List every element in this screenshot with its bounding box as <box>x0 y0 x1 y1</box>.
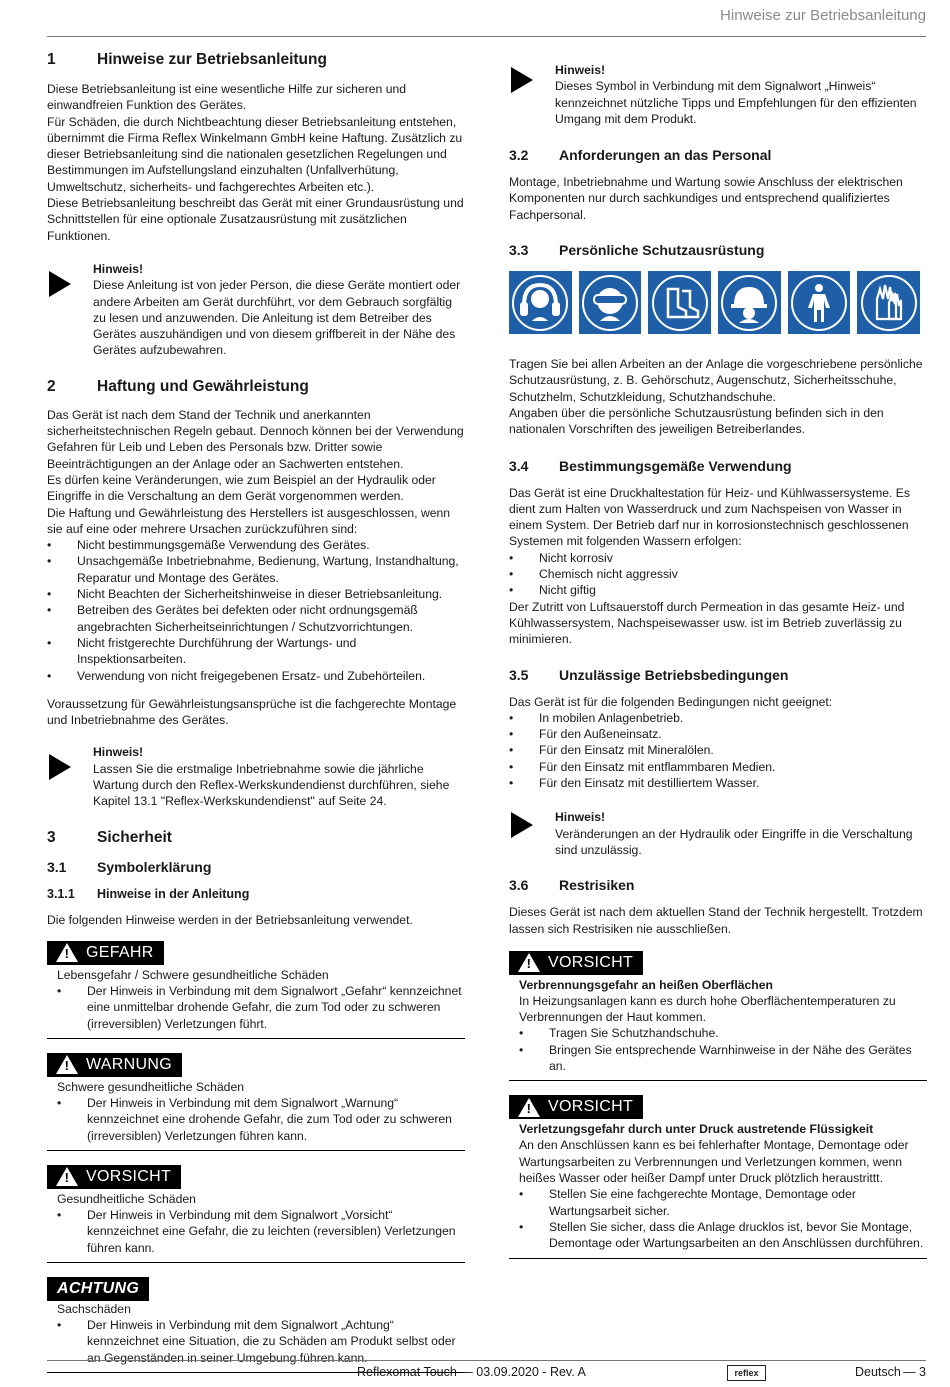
signal-badge: ! VORSICHT <box>509 951 643 975</box>
warning-title: Verbrennungsgefahr an heißen Oberflächen <box>519 977 773 992</box>
warning-block-achtung <box>47 1277 465 1373</box>
warning-title: Verletzungsgefahr durch unter Druck austretende Flüssigkeit <box>519 1122 874 1137</box>
list-item: • Nicht Beachten der Sicherheitshinweise in dieser Betriebsanleitung. <box>47 586 465 602</box>
list-item: • Bringen Sie entsprechende Warnhinweise in der Nähe des Gerätes an. <box>519 1042 927 1075</box>
section-3-1-1-heading: 3.1.1 Hinweise in der Anleitung <box>47 886 250 901</box>
warning-subtitle: Lebensgefahr / Schwere gesundheitliche Schäden <box>57 967 329 982</box>
note-text: Diese Anleitung ist von jeder Person, die diese Geräte montiert oder andere Arbeiten am Gerät durchführt, vor dem Gebrauch sorgfältig zu lesen und anzuwenden. Die Anleitung ist dem Betreiber des Gerätes auszuhändigen und von diesem griffbereit in der Nähe des Gerätes aufzubewahren. <box>93 278 461 358</box>
list-item: • Stellen Sie sicher, dass die Anlage drucklos ist, bevor Sie Montage, Demontage oder Wartungsarbeiten an den Anschlüssen durchführen. <box>519 1219 927 1252</box>
signal-badge: ! GEFAHR <box>47 941 164 965</box>
arrow-icon <box>511 812 533 838</box>
list-item: • Betreiben des Gerätes bei defekten oder nicht ordnungsgemäß angebrachten Sicherheitseinrichtungen / Schutzvorrichtungen. <box>47 602 465 635</box>
right-column <box>509 62 927 1259</box>
list-item: • Für den Einsatz mit entflammbaren Medien. <box>509 759 927 775</box>
section-3-2-heading: 3.2 Anforderungen an das Personal <box>509 147 772 164</box>
list-item: • Der Hinweis in Verbindung mit dem Signalwort „Vorsicht“ kennzeichnet eine Gefahr, die zu leichten (reversiblen) Verletzungen führen kann. <box>57 1207 465 1256</box>
note-text: Dieses Symbol in Verbindung mit dem Signalwort „Hinweis“ kennzeichnet nützliche Tipps und Empfehlungen für den effizienten Umgang mit dem Produkt. <box>555 79 917 126</box>
warning-block-warnung <box>47 1053 465 1151</box>
ppe-icon-row <box>509 271 927 341</box>
list-item: • Für den Einsatz mit Mineralölen. <box>509 742 927 758</box>
warning-block-gefahr <box>47 941 465 1039</box>
warning-triangle-icon <box>56 1167 78 1186</box>
list-item: • Unsachgemäße Inbetriebnahme, Bedienung, Wartung, Instandhaltung, Reparatur und Montage des Gerätes. <box>47 553 465 586</box>
header-title: Hinweise zur Betriebsanleitung <box>720 7 926 24</box>
paragraph: Angaben über die persönliche Schutzausrüstung befinden sich in den nationalen Vorschriften des jeweiligen Betreiberlandes. <box>509 405 884 437</box>
conditions-list <box>509 710 927 791</box>
signal-badge: ACHTUNG <box>47 1277 149 1301</box>
warning-triangle-icon <box>56 943 78 962</box>
list-item: • Für den Außeneinsatz. <box>509 726 927 742</box>
arrow-icon <box>49 754 71 780</box>
note-title: Hinweis! <box>555 810 606 825</box>
note-text: Lassen Sie die erstmalige Inbetriebnahme sowie die jährliche Wartung durch den Reflex-Werkskundendienst durchführen, siehe Kapitel 13.1 "Reflex-Werkskundendienst" auf Seite 24. <box>93 761 450 809</box>
list-item: • Verwendung von nicht freigegebenen Ersatz- und Zubehörteilen. <box>47 668 465 684</box>
section-3-1-heading: 3.1 Symbolerklärung <box>47 858 212 875</box>
warning-block-vorsicht <box>47 1165 465 1263</box>
paragraph: Für Schäden, die durch Nichtbeachtung dieser Betriebsanleitung entstehen, übernimmt die Firma Reflex Winkelmann GmbH keine Haftung. Zusätzlich zu dieser Betriebsanleitung sind die nationalen gesetzlichen Regelungen und Bestimmungen im Aufstellungsland einzuhalten (Unfallverhütung, Umweltschutz, sicherheits- und fachgerechtes Arbeiten etc.). <box>47 114 463 194</box>
list-item: • Chemisch nicht aggressiv <box>509 566 927 582</box>
document-id: Reflexomat Touch — 03.09.2020 - Rev. A <box>357 1365 586 1379</box>
warning-triangle-icon <box>518 953 540 972</box>
paragraph: Voraussetzung für Gewährleistungsansprüche ist die fachgerechte Montage und Inbetriebnahme des Gerätes. <box>47 696 457 728</box>
gloves-icon <box>857 271 920 334</box>
list-item: • Der Hinweis in Verbindung mit dem Signalwort „Warnung“ kennzeichnet eine drohende Gefahr, die zum Tod oder zu schweren (irreversiblen) Verletzungen führen kann. <box>57 1095 465 1144</box>
paragraph: Dieses Gerät ist nach dem aktuellen Stand der Technik hergestellt. Trotzdem lassen sich Restrisiken nie ausschließen. <box>509 905 923 936</box>
note-title: Hinweis! <box>555 63 606 77</box>
note-box <box>47 261 465 359</box>
arrow-icon <box>511 67 533 93</box>
page-number: — 3 <box>903 1365 926 1379</box>
water-requirements-list <box>509 550 927 599</box>
paragraph: Es dürfen keine Veränderungen, wie zum Beispiel an der Hydraulik oder Eingriffe in die Verschaltung an dem Gerät vorgenommen werden. <box>47 472 436 504</box>
list-item: • Nicht korrosiv <box>509 550 927 566</box>
eye-protection-icon <box>579 271 642 334</box>
safety-boots-icon <box>648 271 711 334</box>
warning-triangle-icon <box>56 1055 78 1074</box>
list-item: • In mobilen Anlagenbetrieb. <box>509 710 927 726</box>
arrow-icon <box>49 271 71 297</box>
warning-subtitle: Schwere gesundheitliche Schäden <box>57 1079 245 1094</box>
paragraph: Das Gerät ist für die folgenden Bedingungen nicht geeignet: <box>509 694 833 709</box>
note-box <box>47 744 465 809</box>
paragraph: Die Haftung und Gewährleistung des Herstellers ist ausgeschlossen, wenn sie auf eine oder mehrere Ursachen zurückzuführen sind: <box>47 505 451 536</box>
warning-triangle-icon <box>518 1098 540 1117</box>
list-item: • Nicht fristgerechte Durchführung der Wartungs- und Inspektionsarbeiten. <box>47 635 465 668</box>
paragraph: Das Gerät ist nach dem Stand der Technik und anerkannten sicherheitstechnischen Regeln gebaut. Dennoch können bei der Verwendung Gefahren für Leib und Leben des Personals bzw. Dritter sowie Beeinträchtigungen an der Anlage oder an Sachwerten entstehen. <box>47 407 464 471</box>
list-item: • Der Hinweis in Verbindung mit dem Signalwort „Gefahr“ kennzeichnet eine unmittelbar drohende Gefahr, die zum Tod oder zu schweren (irreversiblen) Verletzungen führt. <box>57 983 465 1032</box>
reflex-logo: reflex <box>727 1365 766 1381</box>
paragraph: Diese Betriebsanleitung ist eine wesentliche Hilfe zur sicheren und einwandfreien Funktion des Gerätes. <box>47 82 407 113</box>
section-3-6-heading: 3.6 Restrisiken <box>509 877 635 894</box>
protective-clothing-icon <box>788 271 851 334</box>
paragraph: Der Zutritt von Luftsauerstoff durch Permeation in das gesamte Heiz- und Kühlwassersystem, Nachspeisewasser usw. ist im Betrieb zuverlässig zu minimieren. <box>509 599 905 647</box>
warning-subtitle: Gesundheitliche Schäden <box>57 1191 196 1206</box>
section-3-3-heading: 3.3 Persönliche Schutzausrüstung <box>509 242 765 259</box>
section-3-heading: 3 Sicherheit <box>47 828 172 846</box>
list-item: • Der Hinweis in Verbindung mit dem Signalwort „Achtung“ kennzeichnet eine Situation, die zu Schäden am Produkt selbst oder an Gegenständen in seiner Umgebung führen kann. <box>57 1317 465 1366</box>
paragraph: Montage, Inbetriebnahme und Wartung sowie Anschluss der elektrischen Komponenten nur durch sachkundiges und entsprechend qualifiziertes Fachpersonal. <box>509 175 903 222</box>
section-3-4-heading: 3.4 Bestimmungsgemäße Verwendung <box>509 457 792 474</box>
page-footer <box>47 1360 926 1387</box>
note-title: Hinweis! <box>93 745 144 760</box>
paragraph: Das Gerät ist eine Druckhaltestation für Heiz- und Kühlwassersysteme. Es dient zum Halten von Wasserdruck und zum Nachspeisen von Wasser in einem System. Der Betrieb darf nur in korrosionstechnisch geschlossenen Systemen mit folgenden Wassern erfolgen: <box>509 485 910 549</box>
list-item: • Für den Einsatz mit destilliertem Wasser. <box>509 775 927 791</box>
signal-badge: ! VORSICHT <box>47 1165 181 1189</box>
note-title: Hinweis! <box>93 261 144 276</box>
paragraph: Diese Betriebsanleitung beschreibt das Gerät mit einer Grundausrüstung und Schnittstellen für eine optionale Zusatzausrüstung mit zusätzlichen Funktionen. <box>47 196 464 243</box>
note-box <box>509 62 927 127</box>
note-box <box>509 809 927 858</box>
left-column <box>47 50 465 1373</box>
list-item: • Nicht bestimmungsgemäße Verwendung des Gerätes. <box>47 537 465 553</box>
ear-protection-icon <box>509 271 572 334</box>
list-item: • Nicht giftig <box>509 582 927 598</box>
section-1-heading: 1 Hinweise zur Betriebsanleitung <box>47 51 327 68</box>
liability-list <box>47 537 465 684</box>
paragraph: Die folgenden Hinweise werden in der Betriebsanleitung verwendet. <box>47 912 413 927</box>
warning-block-pressure-fluid <box>509 1095 927 1258</box>
paragraph: Tragen Sie bei allen Arbeiten an der Anlage die vorgeschriebene persönliche Schutzausrüstung, z. B. Gehörschutz, Augenschutz, Sicherheitsschuhe, Schutzhelm, Schutzkleidung, Schutzhandschuhe. <box>509 357 923 404</box>
warning-text: An den Anschlüssen kann es bei fehlerhafter Montage, Demontage oder Wartungsarbeiten zu Verbrennungen und Verletzungen kommen, wenn heißes Wasser oder heißer Dampf unter Druck plötzlich heraustrittt. <box>519 1138 909 1186</box>
signal-badge: ! VORSICHT <box>509 1095 643 1119</box>
list-item: • Tragen Sie Schutzhandschuhe. <box>519 1025 927 1041</box>
signal-badge: ! WARNUNG <box>47 1053 182 1077</box>
language-label: Deutsch <box>855 1365 901 1379</box>
warning-block-hot-surfaces <box>509 951 927 1082</box>
note-text: Veränderungen an der Hydraulik oder Eingriffe in die Verschaltung sind unzulässig. <box>555 826 913 857</box>
page-header <box>47 0 926 37</box>
warning-text: In Heizungsanlagen kann es durch hohe Oberflächentemperaturen zu Verbrennungen der Haut kommen. <box>519 993 896 1025</box>
section-2-heading: 2 Haftung und Gewährleistung <box>47 377 309 395</box>
section-3-5-heading: 3.5 Unzulässige Betriebsbedingungen <box>509 666 789 683</box>
warning-subtitle: Sachschäden <box>57 1301 131 1316</box>
helmet-icon <box>718 271 781 334</box>
list-item: • Stellen Sie eine fachgerechte Montage, Demontage oder Wartungsarbeit sicher. <box>519 1186 927 1219</box>
